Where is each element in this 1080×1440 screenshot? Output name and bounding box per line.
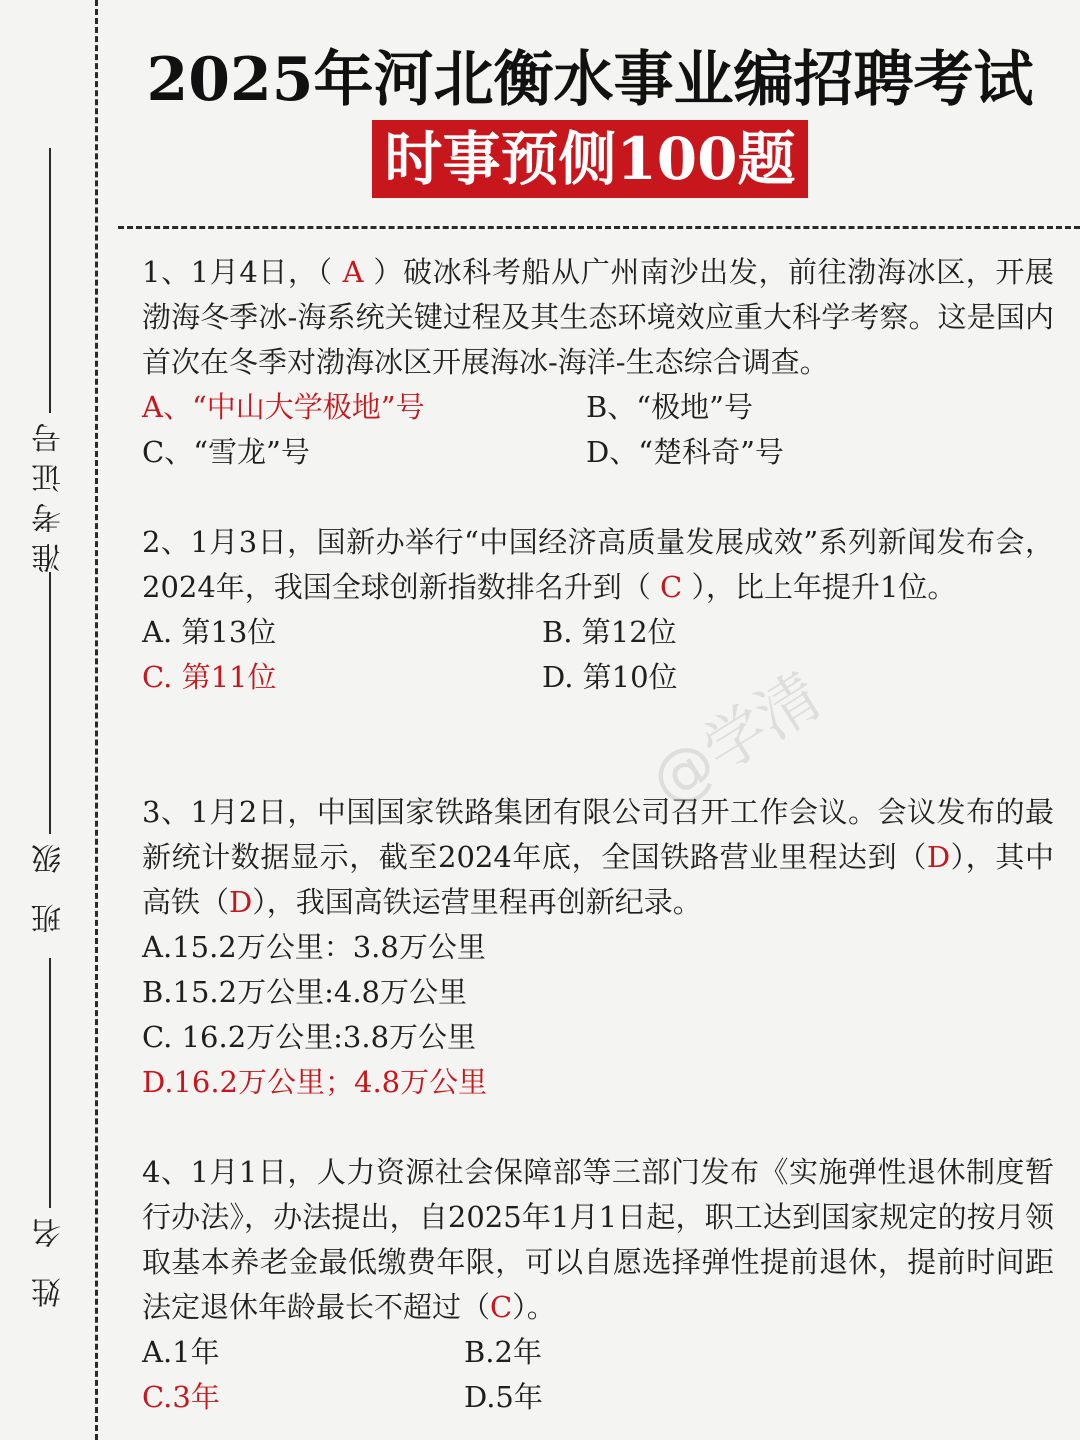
class-blank-line — [49, 572, 51, 834]
question-2 — [142, 520, 1054, 700]
question-3 — [142, 790, 1054, 1105]
question-3-text-b: ），其中高铁（ — [142, 840, 1054, 919]
question-4-answer: C — [490, 1290, 513, 1324]
question-2-option-a[interactable]: A. 第13位 — [142, 615, 277, 649]
question-1-stem — [142, 250, 1054, 385]
page-title: 2025年河北衡水事业编招聘考试 — [146, 45, 1034, 115]
exam-id-blank-line — [49, 148, 51, 413]
question-4 — [142, 1150, 1054, 1420]
question-4-text-b: ）。 — [512, 1290, 556, 1324]
name-field — [30, 958, 70, 1308]
exam-id-label: 准考证号 — [32, 413, 67, 573]
question-4-option-a[interactable]: A.1年 — [142, 1335, 220, 1369]
question-2-option-b[interactable]: B. 第12位 — [542, 615, 677, 649]
question-2-text-a: 2、1月3日，国新办举行“中国经济高质量发展成效”系列新闻发布会，2024年，我国全球创新指数排名升到（ — [142, 525, 1054, 604]
watermark: @学清 — [637, 658, 834, 819]
question-2-options-row-2 — [142, 655, 1054, 700]
question-3-answer-2: D — [229, 885, 253, 919]
question-3-answer-1: D — [926, 840, 951, 874]
question-4-option-c[interactable]: C.3年 — [142, 1380, 220, 1414]
question-3-stem — [142, 790, 1054, 925]
question-2-stem — [142, 520, 1054, 610]
question-1-answer: A — [332, 255, 374, 289]
question-4-text-a: 4、1月1日，人力资源社会保障部等三部门发布《实施弹性退休制度暂行办法》，办法提出，自2025年1月1日起，职工达到国家规定的按月领取基本养老金最低缴费年限，可以自愿选择弹性提前退休，提前时间距法定退休年龄最长不超过（ — [142, 1155, 1054, 1324]
question-4-option-b[interactable]: B.2年 — [464, 1335, 542, 1369]
question-3-option-a[interactable]: A.15.2万公里：3.8万公里 — [142, 930, 486, 964]
question-4-stem — [142, 1150, 1054, 1330]
question-1-options-row-1 — [142, 385, 1054, 430]
question-2-options-row-1 — [142, 610, 1054, 655]
header-divider — [118, 226, 1080, 229]
question-1-option-a[interactable]: A、“中山大学极地”号 — [142, 390, 425, 424]
question-1-options-row-2 — [142, 430, 1054, 475]
question-1-text-b: ）破冰科考船从广州南沙出发，前往渤海冰区，开展渤海冬季冰-海系统关键过程及其生态环境效应重大科学考察。这是国内首次在冬季对渤海冰区开展海冰-海洋-生态综合调查。 — [142, 255, 1054, 379]
question-1-option-b[interactable]: B、“极地”号 — [586, 390, 753, 424]
question-2-answer: C — [650, 570, 692, 604]
subtitle-wrap — [110, 120, 1070, 198]
question-3-text-c: ），我国高铁运营里程再创新纪录。 — [252, 885, 702, 919]
page-subtitle-banner: 时事预侧100题 — [372, 120, 807, 198]
question-2-option-c[interactable]: C. 第11位 — [142, 660, 277, 694]
question-2-text-b: ），比上年提升1位。 — [691, 570, 957, 604]
question-4-options-row-2 — [142, 1375, 1054, 1420]
question-1-option-c[interactable]: C、“雪龙”号 — [142, 435, 310, 469]
question-4-option-d[interactable]: D.5年 — [464, 1380, 543, 1414]
question-1-text-a: 1、1月4日，（ — [142, 255, 333, 289]
name-blank-line — [49, 958, 51, 1208]
question-3-text-a: 3、1月2日，中国国家铁路集团有限公司召开工作会议。会议发布的最新统计数据显示，截至2024年底，全国铁路营业里程达到（ — [142, 795, 1054, 874]
question-1 — [142, 250, 1054, 475]
name-label: 姓 名 — [32, 1208, 67, 1308]
question-3-option-d[interactable]: D.16.2万公里；4.8万公里 — [142, 1065, 488, 1099]
question-3-option-b[interactable]: B.15.2万公里:4.8万公里 — [142, 975, 467, 1009]
question-2-option-d[interactable]: D. 第10位 — [542, 660, 678, 694]
exam-id-field — [30, 148, 70, 573]
question-3-option-c[interactable]: C. 16.2万公里:3.8万公里 — [142, 1020, 477, 1054]
binding-dashed-line — [95, 0, 98, 1440]
class-field — [30, 572, 70, 934]
question-1-option-d[interactable]: D、“楚科奇”号 — [586, 435, 784, 469]
question-4-options-row-1 — [142, 1330, 1054, 1375]
class-label: 班 级 — [32, 834, 67, 934]
